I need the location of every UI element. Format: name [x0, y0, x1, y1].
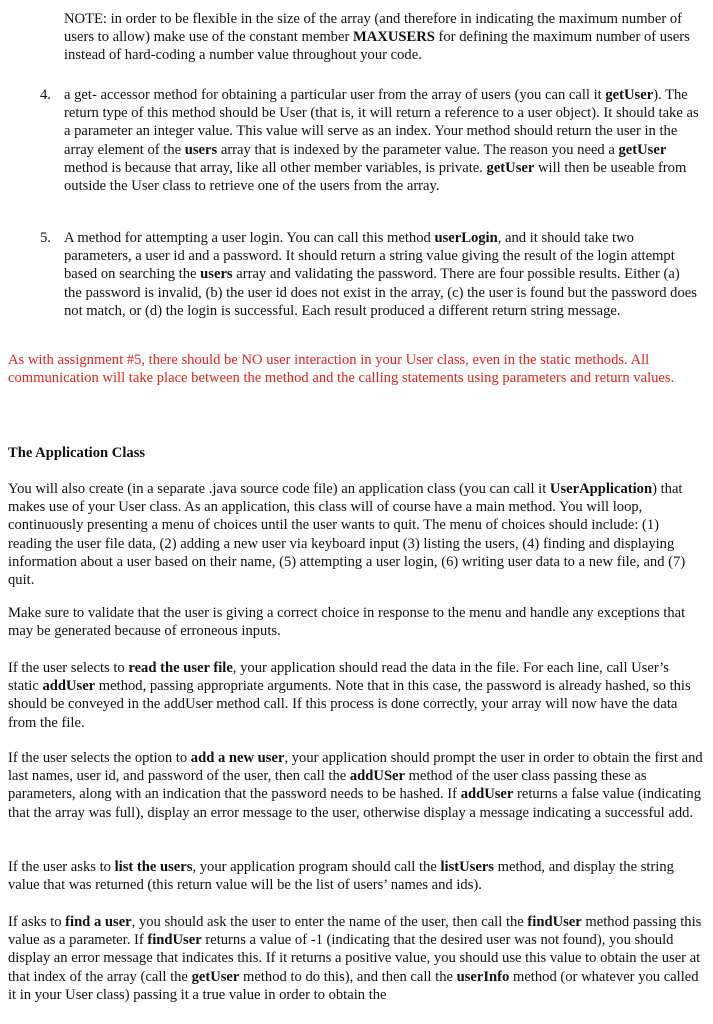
list-item-body: a get- accessor method for obtaining a particular user from the array of users (you can call it getUser). The return type of this method should be User (that is, it will return a reference to a user object). It should take as a parameter an integer value. This value will serve as an index. Your method should return the user in the array element of the users array that is indexed by the parameter value. The reason you need a getUser method is because that array, like all other member variables, is private. getUser will then be useable from outside the User class to retrieve one of the users from the array. — [64, 87, 699, 195]
find-user-paragraph: If asks to find a user, you should ask the user to enter the name of the user, then call the findUser method passing this value as a parameter. If findUser returns a value of -1 (indicating that the desired user was not found), you should display an error message that indicates this. If it returns a positive value, you should use this value to obtain the user at that index of the array (call the getUser method to do this), and then call the userInfo method (or whatever you called it in your User class) passing it a true value in order to obtain the — [8, 914, 702, 1003]
list-number: 5. — [40, 230, 51, 246]
adduser-term: addUSer — [349, 768, 406, 785]
add-user-paragraph: If the user selects the option to add a new user, your application should prompt the user in order to obtain the first and last names, user id, and password of the user, then call the addUSer method of the user class passing these as parameters, along with an indication that the password needs to be hashed. If addUser returns a false value (indicating that the array was full), display an error message to the user, otherwise display a message indicating a successful add. — [8, 750, 703, 821]
section-heading: The Application Class — [8, 445, 146, 461]
adduser-term: addUser — [460, 786, 514, 803]
read-file-paragraph: If the user selects to read the user file, your application should read the data in the file. For each line, call User’s static addUser method, passing appropriate arguments. Note that in this case, the password is already hashed, so this should be conveyed in the addUser method call. If this process is done correctly, your array will now have the data from the file. — [8, 660, 691, 731]
application-paragraph: You will also create (in a separate .java source code file) an application class (you can call it UserApplication) that makes use of your User class. As an application, this class will of course have a main method. You will loop, continuously presenting a menu of choices until the user wants to quit. The menu of choices should include: (1) reading the user file data, (2) adding a new user via keyboard input (3) listing the users, (4) finding and displaying information about a user based on their name, (5) attempting a user login, (6) writing user data to a new file, and (7) quit. — [8, 481, 686, 589]
red-warning-paragraph: As with assignment #5, there should be NO user interaction in your User class, even in the static methods. All communication will take place between the method and the calling statements using parameters and return values. — [8, 352, 675, 387]
getuser-term: getUser — [486, 159, 535, 176]
maxusers-term: MAXUSERS — [352, 29, 435, 46]
userinfo-term: userInfo — [456, 968, 510, 985]
userlogin-term: userLogin — [434, 230, 498, 246]
list-item-5 — [40, 229, 700, 320]
userapplication-term: UserApplication — [549, 481, 653, 497]
finduser-term: findUser — [527, 914, 582, 930]
getuser-term: getUser — [618, 141, 667, 158]
note-text: NOTE: in order to be flexible in the size of the array (and therefore in indicating the maximum number of users to allow) make use of the constant member — [64, 11, 682, 46]
users-term: users — [200, 266, 233, 283]
getuser-term: getUser — [191, 968, 240, 985]
note-text: for defining the maximum number of users instead of hard-coding a number value throughout your code. — [64, 29, 690, 64]
note-paragraph — [64, 10, 694, 65]
list-number: 4. — [40, 87, 51, 103]
adduser-term: addUser — [42, 678, 96, 695]
listusers-term: listUsers — [440, 859, 494, 875]
users-term: users — [184, 141, 218, 158]
validate-paragraph: Make sure to validate that the user is giving a correct choice in response to the menu and handle any exceptions that may be generated because of erroneous inputs. — [8, 605, 686, 640]
getuser-term: getUser — [605, 87, 654, 103]
finduser-term: findUser — [147, 932, 202, 949]
list-users-paragraph: If the user asks to list the users, your application program should call the listUsers method, and display the string value that was returned (this return value will be the list of users’ names and ids). — [8, 859, 674, 894]
list-item-4 — [40, 86, 700, 195]
list-item-body: A method for attempting a user login. You can call this method userLogin, and it should take two parameters, a user id and a password. It should return a string value giving the result of the login attempt based on searching the users array and validating the password. There are four possible results. Either (a) the password is invalid, (b) the user id does not exist in the array, (c) the user is found but the password does not match, or (d) the login is successful. Each result produced a different return string message. — [64, 230, 697, 319]
